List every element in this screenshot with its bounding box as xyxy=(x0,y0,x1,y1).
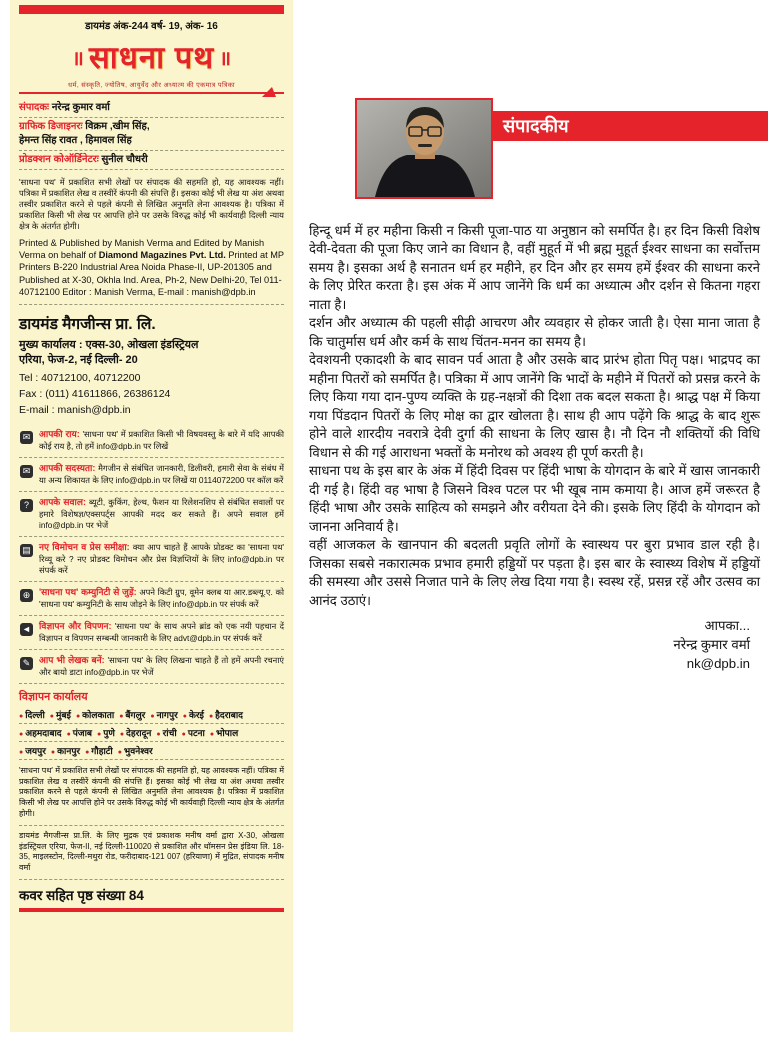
contact-text: क्या आप चाहते हैं आपके प्रोडक्ट का 'साधना पथ' रिव्यू करे ? नए प्रोडक्ट विमोचन और प्रेस विज्ञप्तियों के लिए info@dpb.in पर संपर्क करें xyxy=(39,542,284,576)
city: ● पटना xyxy=(182,728,205,738)
editorial-author: नरेन्द्र कुमार वर्मा xyxy=(673,637,750,653)
editorial-paragraph: वहीं आजकल के खानपान की बदलती प्रवृति लोगों के स्वास्थय पर बुरा प्रभाव डाल रही है। जिसका सबसे नकारात्मक प्रभाव हमारी हड्डियों पर पड़ता है। इस बार के स्वास्थ्य विशेष में हड्डियों की समस्या और उससे निजात पाने के लिए लेख दिया गया है। स्वस्थ रहें, प्रसन्न रहें और उत्सव का आनंद उठाएं। xyxy=(309,537,760,608)
printed-published-note xyxy=(19,237,284,306)
publisher-company-name: Diamond Magazines Pvt. Ltd. xyxy=(98,250,226,261)
magazine-tagline: धर्म, संस्कृति, ज्योतिष, आयुर्वेद और अध्यात्म की एकमात्र पत्रिका xyxy=(68,82,235,89)
contact-label: नए विमोचन व प्रेस समीक्षा: xyxy=(39,542,130,553)
copyright-note: 'साधना पथ' में प्रकाशित सभी लेखों पर संपादक की सहमति हो, यह आवश्यक नहीं। पत्रिका में प्रकाशित लेख व तस्वीरें कंपनी की संपत्ति हैं। इसका कोई भी लेख या अंश अथवा तस्वीर प्रकाशित करने से पहले कंपनी से लिखित अनुमति लेना आवश्यक है। पत्रिका में प्रकाशित किसी भी लेख पर आपत्ति होने पर उसके विरुद्ध कोई भी कार्यवाही दिल्ली न्याय क्षेत्र के अंतर्गत होगी। xyxy=(19,766,284,826)
city-row xyxy=(19,724,284,742)
contact-text: अपने किटी ग्रुप, वूमेन क्लब या आर.डब्ल्यू.ए. को 'साधना पथ' कम्युनिटी के साथ जोड़ने के लिए info@dpb.in पर संपर्क करें xyxy=(39,587,285,610)
contact-text: 'साधना पथ' में प्रकाशित किसी भी विषयवस्तु के बारे में यदि आपकी कोई राय है, तो हमें info@dpb.in पर लिखें xyxy=(39,429,284,452)
contact-text: 'साधना पथ' के साथ अपने ब्रांड को एक नयी पहचान दें विज्ञापन व विपणन सम्बन्धी जानकारी के लिए advt@dpb.in पर संपर्क करें xyxy=(39,621,284,644)
contact-label: विज्ञापन और विपणन: xyxy=(39,621,112,632)
company-name: डायमंड मैगजीन्स प्रा. लि. xyxy=(19,316,156,334)
production-label: प्रोडक्शन कोऑर्डिनेटरः xyxy=(19,154,99,165)
city: ● पुणे xyxy=(97,728,115,738)
megaphone-icon: ◄ xyxy=(20,623,33,636)
logo-ornament-left-icon: ॥ xyxy=(71,47,84,70)
city: ● अहमदाबाद xyxy=(19,728,62,738)
reader-services-list xyxy=(19,424,284,684)
ad-office-heading: विज्ञापन कार्यालय xyxy=(19,691,88,704)
contact-item-community xyxy=(19,582,284,616)
page-count: कवर सहित पृष्ठ संख्या 84 xyxy=(19,888,144,904)
contact-item-press-review xyxy=(19,537,284,582)
contact-text: ब्यूटी, कुकिंग, हेल्थ, फैशन या रिलेशनशिप से संबंधित सवालों पर हमारे विशेषज्ञ/एक्सपर्ट्स आपकी मदद कर सकते हैं। अपने सवाल हमें info@dpb.in पर भेजें xyxy=(39,497,284,531)
company-tel: Tel : 40712100, 40712200 xyxy=(19,372,141,385)
contact-label: आपकी सदस्यता: xyxy=(39,463,96,474)
editorial-paragraph: हिन्दू धर्म में हर महीना किसी न किसी पूजा-पाठ या अनुष्ठान को समर्पित है। हर दिन किसी विशेष देवी-देवता की पूजा किए जाने का विधान है, वहीं मुहूर्त में भी ब्रह्म मुहूर्त ईश्वर साधना का सर्वोत्तम समय है। इसका अर्थ है सनातन धर्म हर महीने, हर दिन और हर समय हमें ईश्वर की साधना करने के लिए प्रेरित करता है। इस अंक में आप जानेंगे कि धर्म का अध्यात्म और दर्शन से कितना गहरा नाता है। xyxy=(309,223,760,312)
company-address-1: मुख्य कार्यालय : एक्स-30, ओखला इंडस्ट्रियल xyxy=(19,339,199,352)
book-icon: ▤ xyxy=(20,544,33,557)
printer-note: डायमंड मैगजीन्स प्रा.लि. के लिए मुद्रक एवं प्रकाशक मनीष वर्मा द्वारा X-30, ओखला इंडस्ट्रियल एरिया, फेज-II, नई दिल्ली-110020 से प्रकाशित और थॉमसन प्रेस इंडिया लि. 18-35, माइलस्टोन, दिल्ली-मथुरा रोड, फरीदाबाद-121 007 (हरियाणा) में मुद्रित, संपादक मनीष वर्मा xyxy=(19,831,284,880)
production-row xyxy=(19,151,284,170)
footer-rule xyxy=(19,908,284,912)
contact-item-feedback xyxy=(19,424,284,458)
city: ● भोपाल xyxy=(210,728,238,738)
city: ● कानपुर xyxy=(51,746,80,756)
editorial-paragraph: साधना पथ के इस बार के अंक में हिंदी दिवस पर हिंदी भाषा के योगदान के बारे में खास जानकारी दी गई है। हिंदी वह भाषा है जिसने विश्व पटल पर भी खूब नाम कमाया है। आज हमें जरूरत है हिंदी भाषा और उसके साहित्य को समझने और वरीयता देने की। इसके लिए हिंदी के योगदान को जानना अनिवार्य है। xyxy=(309,463,760,534)
contact-item-questions xyxy=(19,492,284,537)
editorial-paragraph: दर्शन और अध्यात्म की पहली सीढ़ी आचरण और व्यवहार से होकर जाती है। ऐसा माना जाता है कि चातुर्मास धर्म और कर्म के साथ चिंतन-मनन का समय है। xyxy=(309,315,760,349)
city: ● मुंबई xyxy=(50,710,71,720)
question-icon: ? xyxy=(20,499,33,512)
globe-icon: ⊕ xyxy=(20,589,33,602)
contact-text: मैगजीन से संबंधित जानकारी, डिलीवरी, हमारी सेवा के संबंध में या अन्य शिकायत के लिए info@dpb.in पर लिखें या 0114072200 पर कॉल करें xyxy=(39,463,284,486)
logo-rule xyxy=(19,92,284,94)
designer-names-2: हेमन्त सिंह रावत , हिमावल सिंह xyxy=(19,135,132,146)
editorial-body xyxy=(309,222,760,674)
masthead-column xyxy=(10,0,293,1032)
editorial-paragraph: देवशयनी एकादशी के बाद सावन पर्व आता है और उसके बाद प्रारंभ होता पितृ पक्ष। भाद्रपद का महीना पितरों को समर्पित है। पत्रिका में आप जानेंगे कि भादों के महीने में पितरों को प्रसन्न करने के लिए किया गया दान-पुण्य व्यक्ति के ग्रह-नक्षत्रों की दिशा तक बदल सकता है। श्राद्ध पक्ष में किया गया पिंडदान पितरों के लिए मोक्ष का द्वार खोलता है। साथ ही आप पढ़ेंगे कि श्राद्ध के बाद शुरू होने वाले शारदीय नवरात्रे देवी दुर्गा की साधना के लिए खास है। नौ दिन नौ शक्तियों की विधि विधान से की गई आराधना भक्तों के मनोरथ को अवश्य ही पूर्ण करती है। xyxy=(309,352,760,460)
city: ● भुवनेश्वर xyxy=(118,746,153,756)
production-name: सुनील चौधरी xyxy=(101,154,148,165)
company-fax: Fax : (011) 41611866, 26386124 xyxy=(19,387,171,400)
contact-item-subscription xyxy=(19,458,284,492)
signoff-text: आपका... xyxy=(704,618,750,634)
editor-name: नरेन्द्र कुमार वर्मा xyxy=(51,102,110,113)
contact-label: आपकी राय: xyxy=(39,429,80,440)
company-address-2: एरिया, फेज-2, नई दिल्ली- 20 xyxy=(19,354,138,367)
pen-nib-icon xyxy=(262,87,276,97)
top-red-bar xyxy=(19,5,284,14)
ad-office-section xyxy=(19,689,284,760)
editor-portrait-graphic xyxy=(357,100,491,197)
city: ● दिल्ली xyxy=(19,710,45,720)
printed-note-part2: Printed at MP Printers B-220 Industrial Area Noida Phase-II, UP-201305 and Published at X-30, Okhla Ind. Area, Ph-2, New Delhi-20, Tel 011-40712100 Editor : Manish Verma, E-mail : manish@dpb.in xyxy=(19,250,284,297)
designers-row xyxy=(19,118,284,151)
staff-list xyxy=(19,99,284,170)
envelope-icon: ✉ xyxy=(20,465,33,478)
signoff-block xyxy=(309,616,760,673)
top-disclaimer: 'साधना पथ' में प्रकाशित सभी लेखों पर संपादक की सहमति हो, यह आवश्यक नहीं। पत्रिका में प्रकाशित लेख व तस्वीरें कंपनी की संपत्ति हैं। इसका कोई भी लेख या अंश अथवा तस्वीर प्रकाशित करने से पहले कंपनी से लिखित अनुमति लेना आवश्यक है। पत्रिका में प्रकाशित किसी भी लेख पर आपत्ति होने पर उसके विरुद्ध कोई भी कार्यवाही दिल्ली न्याय क्षेत्र के अंतर्गत होगी। xyxy=(19,177,284,231)
editor-row xyxy=(19,99,284,118)
editorial-author-email: nk@dpb.in xyxy=(686,656,750,672)
magazine-logo xyxy=(19,34,284,95)
contact-text: 'साधना पथ' के लिए लिखना चाहते हैं तो हमें अपनी रचनाएं और बायो डाटा info@dpb.in पर भेजें xyxy=(39,655,284,678)
designer-label: ग्राफिक डिजाइनरः xyxy=(19,121,83,132)
city: ● कोलकाता xyxy=(76,710,114,720)
magazine-title: साधना पथ xyxy=(88,40,215,75)
editor-photo xyxy=(355,98,493,199)
designer-names-1: विक्रम ,खीम सिंह, xyxy=(85,121,150,132)
contact-label: आपके सवाल: xyxy=(39,497,86,508)
company-block xyxy=(19,312,284,418)
city: ● बैंगलुर xyxy=(119,710,145,720)
company-email: E-mail : manish@dpb.in xyxy=(19,403,131,416)
city-row xyxy=(19,742,284,760)
city: ● गौहाटी xyxy=(85,746,113,756)
contact-label: आप भी लेखक बनें: xyxy=(39,655,105,666)
contact-item-become-writer xyxy=(19,650,284,684)
printed-note-part1: Printed & Published by Manish Verma and Edited by Manish Verma on behalf of xyxy=(19,237,265,261)
city: ● नागपुर xyxy=(150,710,177,720)
city: ● हैदराबाद xyxy=(209,710,243,720)
editorial-banner: संपादकीय xyxy=(489,111,768,141)
envelope-icon: ✉ xyxy=(20,431,33,444)
contact-label: 'साधना पथ' कम्युनिटी से जुड़ें: xyxy=(39,587,137,598)
city-row xyxy=(19,706,284,724)
contact-item-advertising xyxy=(19,616,284,650)
issue-line: डायमंड अंक-244 वर्ष- 19, अंक- 16 xyxy=(85,21,218,32)
city: ● पंजाब xyxy=(67,728,92,738)
city: ● जयपुर xyxy=(19,746,46,756)
city: ● रांची xyxy=(156,728,176,738)
city: ● केरई xyxy=(183,710,204,720)
logo-ornament-right-icon: ॥ xyxy=(219,47,232,70)
city: ● देहरादून xyxy=(120,728,152,738)
editor-label: संपादकः xyxy=(19,102,50,113)
pencil-icon: ✎ xyxy=(20,657,33,670)
